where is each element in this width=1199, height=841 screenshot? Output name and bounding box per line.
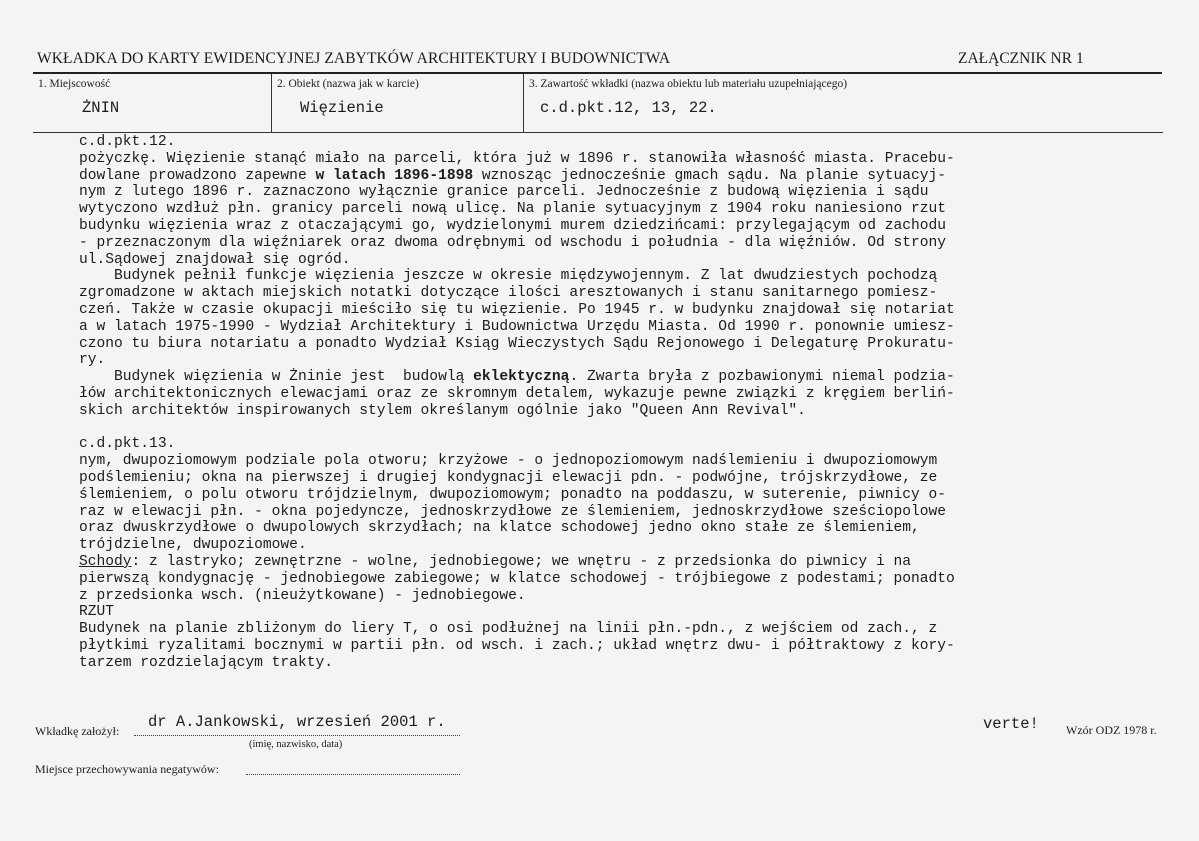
body-line: nym, dwupoziomowym podziale pola otworu; krzyżowe - o jednopoziomowym nadślemieniu i dwupoziomowym bbox=[79, 453, 938, 470]
body-line: wytyczono wzdłuż płn. granicy parceli nową ulicę. Na planie sytuacyjnym z 1904 roku naniesiono rzut bbox=[79, 201, 947, 218]
field-object-value: Więzienie bbox=[300, 99, 384, 117]
field-contents-value: c.d.pkt.12, 13, 22. bbox=[540, 99, 717, 117]
body-line: ślemieniem, o polu otworu trójdzielnym, dwupoziomowym; ponadto na poddaszu, w suterenie, piwnicy o- bbox=[79, 486, 947, 503]
body-line: Budynek pełnił funkcje więzienia jeszcze w okresie międzywojennym. Z lat dwudziestych pochodzą bbox=[79, 268, 938, 285]
body-line: Schody: z lastryko; zewnętrzne - wolne, jednobiegowe; we wnętru - z przedsionka do piwnicy i na bbox=[79, 553, 911, 570]
body-line: podślemieniu; okna na pierwszej i drugiej kondygnacji elewacji pdn. - podwójne, trójskrzydłowe, ze bbox=[79, 469, 938, 486]
field-object-label: 2. Obiekt (nazwa jak w karcie) bbox=[277, 78, 419, 90]
body-line: a w latach 1975-1990 - Wydział Architektury i Budownictwa Urzędu Miasta. Od 1990 r. ponownie umiesz- bbox=[79, 318, 955, 335]
field-locality-value: ŻNIN bbox=[82, 99, 120, 117]
negatives-location-label: Miejsce przechowywania negatywów: bbox=[35, 762, 219, 776]
bold-emphasis: eklektyczną bbox=[473, 369, 570, 386]
body-line: Budynek na planie zbliżonym do liery T, o osi podłużnej na linii płn.-pdn., z wejściem od zach., z bbox=[79, 621, 938, 638]
body-line: ul.Sądowej znajdował się ogród. bbox=[79, 251, 351, 268]
founder-value: dr A.Jankowski, wrzesień 2001 r. bbox=[148, 713, 446, 731]
body-line: trójdzielne, dwupoziomowe. bbox=[79, 537, 307, 554]
body-line bbox=[79, 420, 1089, 437]
body-line: ry. bbox=[79, 352, 106, 369]
field-contents bbox=[523, 74, 1163, 133]
verte-mark: verte! bbox=[983, 715, 1039, 733]
body-line: budynku więzienia wraz z otaczającymi go, wydzielonymi murem dziedzińcami: przylegającym od zachodu bbox=[79, 217, 947, 234]
body-line: zgromadzone w aktach miejskich notatki dotyczące ilości aresztowanych i stanu sanitarnego pomiesz- bbox=[79, 285, 938, 302]
body-line: z przedsionka wsch. (nieużytkowane) - jednobiegowe. bbox=[79, 587, 526, 604]
founder-field-hint: (imię, nazwisko, data) bbox=[249, 739, 343, 750]
negatives-dotted-line bbox=[246, 774, 460, 775]
template-version: Wzór ODZ 1978 r. bbox=[1066, 723, 1157, 737]
body-line: czeń. Także w czasie okupacji mieściło się tu więzienie. Po 1945 r. w budynku znajdował się notariat bbox=[79, 301, 955, 318]
body-line: c.d.pkt.12. bbox=[79, 134, 176, 150]
body-line: tarzem rozdzielającym trakty. bbox=[79, 654, 333, 671]
body-line: - przeznaczonym dla więźniarek oraz dwoma odrębnymi od wschodu i południa - dla więźniów. Od strony bbox=[79, 234, 947, 251]
field-locality-label: 1. Miejscowość bbox=[38, 78, 111, 90]
field-contents-label: 3. Zawartość wkładki (nazwa obiektu lub materiału uzupełniającego) bbox=[529, 78, 848, 90]
body-line: dowlane prowadzono zapewne w latach 1896-1898 wznosząc jednocześnie gmach sądu. Na planie sytuacyj- bbox=[79, 167, 947, 184]
underlined-heading: Schody bbox=[79, 553, 132, 570]
body-line: nym z lutego 1896 r. zaznaczono wyłącznie granice parceli. Jednocześnie z budową więzienia i sądu bbox=[79, 184, 929, 201]
body-line: c.d.pkt.13. bbox=[79, 436, 176, 453]
body-line: raz w elewacji płn. - okna pojedyncze, jednoskrzydłowe ze ślemieniem, jednoskrzydłowe sześciopolowe bbox=[79, 503, 947, 520]
body-line: pierwszą kondygnację - jednobiegowe zabiegowe; w klatce schodowej - trójbiegowe z podestami; ponadto bbox=[79, 570, 955, 587]
body-line: łów architektonicznych elewacjami oraz ze skromnym detalem, wykazuje pewne związki z kręgiem berliń- bbox=[79, 385, 955, 402]
annex-number: ZAŁĄCZNIK NR 1 bbox=[958, 50, 1084, 67]
typed-body-text bbox=[79, 134, 1089, 672]
body-line: RZUT bbox=[79, 604, 115, 621]
form-title: WKŁADKA DO KARTY EWIDENCYJNEJ ZABYTKÓW ARCHITEKTURY I BUDOWNICTWA bbox=[37, 50, 671, 67]
body-line: płytkimi ryzalitami bocznymi w partii płn. od wsch. i zach.; układ wnętrz dwu- i półtraktowy z kory- bbox=[79, 637, 955, 654]
founder-dotted-line bbox=[134, 735, 460, 736]
body-line: Budynek więzienia w Żninie jest budowlą eklektyczną. Zwarta bryła z pozbawionymi niemal podzia- bbox=[79, 369, 955, 386]
field-object bbox=[271, 74, 524, 133]
field-locality bbox=[33, 74, 271, 133]
body-line: pożyczkę. Więzienie stanąć miało na parceli, która już w 1896 r. stanowiła własność miasta. Pracebu- bbox=[79, 150, 955, 167]
bold-emphasis: w latach 1896-1898 bbox=[315, 167, 474, 184]
body-line: skich architektów inspirowanych stylem określanym ogólnie jako "Queen Ann Revival". bbox=[79, 402, 806, 419]
founder-label: Wkładkę założył: bbox=[35, 724, 120, 738]
body-line: czono tu biura notariatu a ponadto Wydział Ksiąg Wieczystych Sądu Rejonowego i Delegaturę Prokuratu- bbox=[79, 335, 955, 352]
body-line: oraz dwuskrzydłowe o dwupolowych skrzydłach; na klatce schodowej jedno okno stałe ze ślemieniem, bbox=[79, 520, 920, 537]
